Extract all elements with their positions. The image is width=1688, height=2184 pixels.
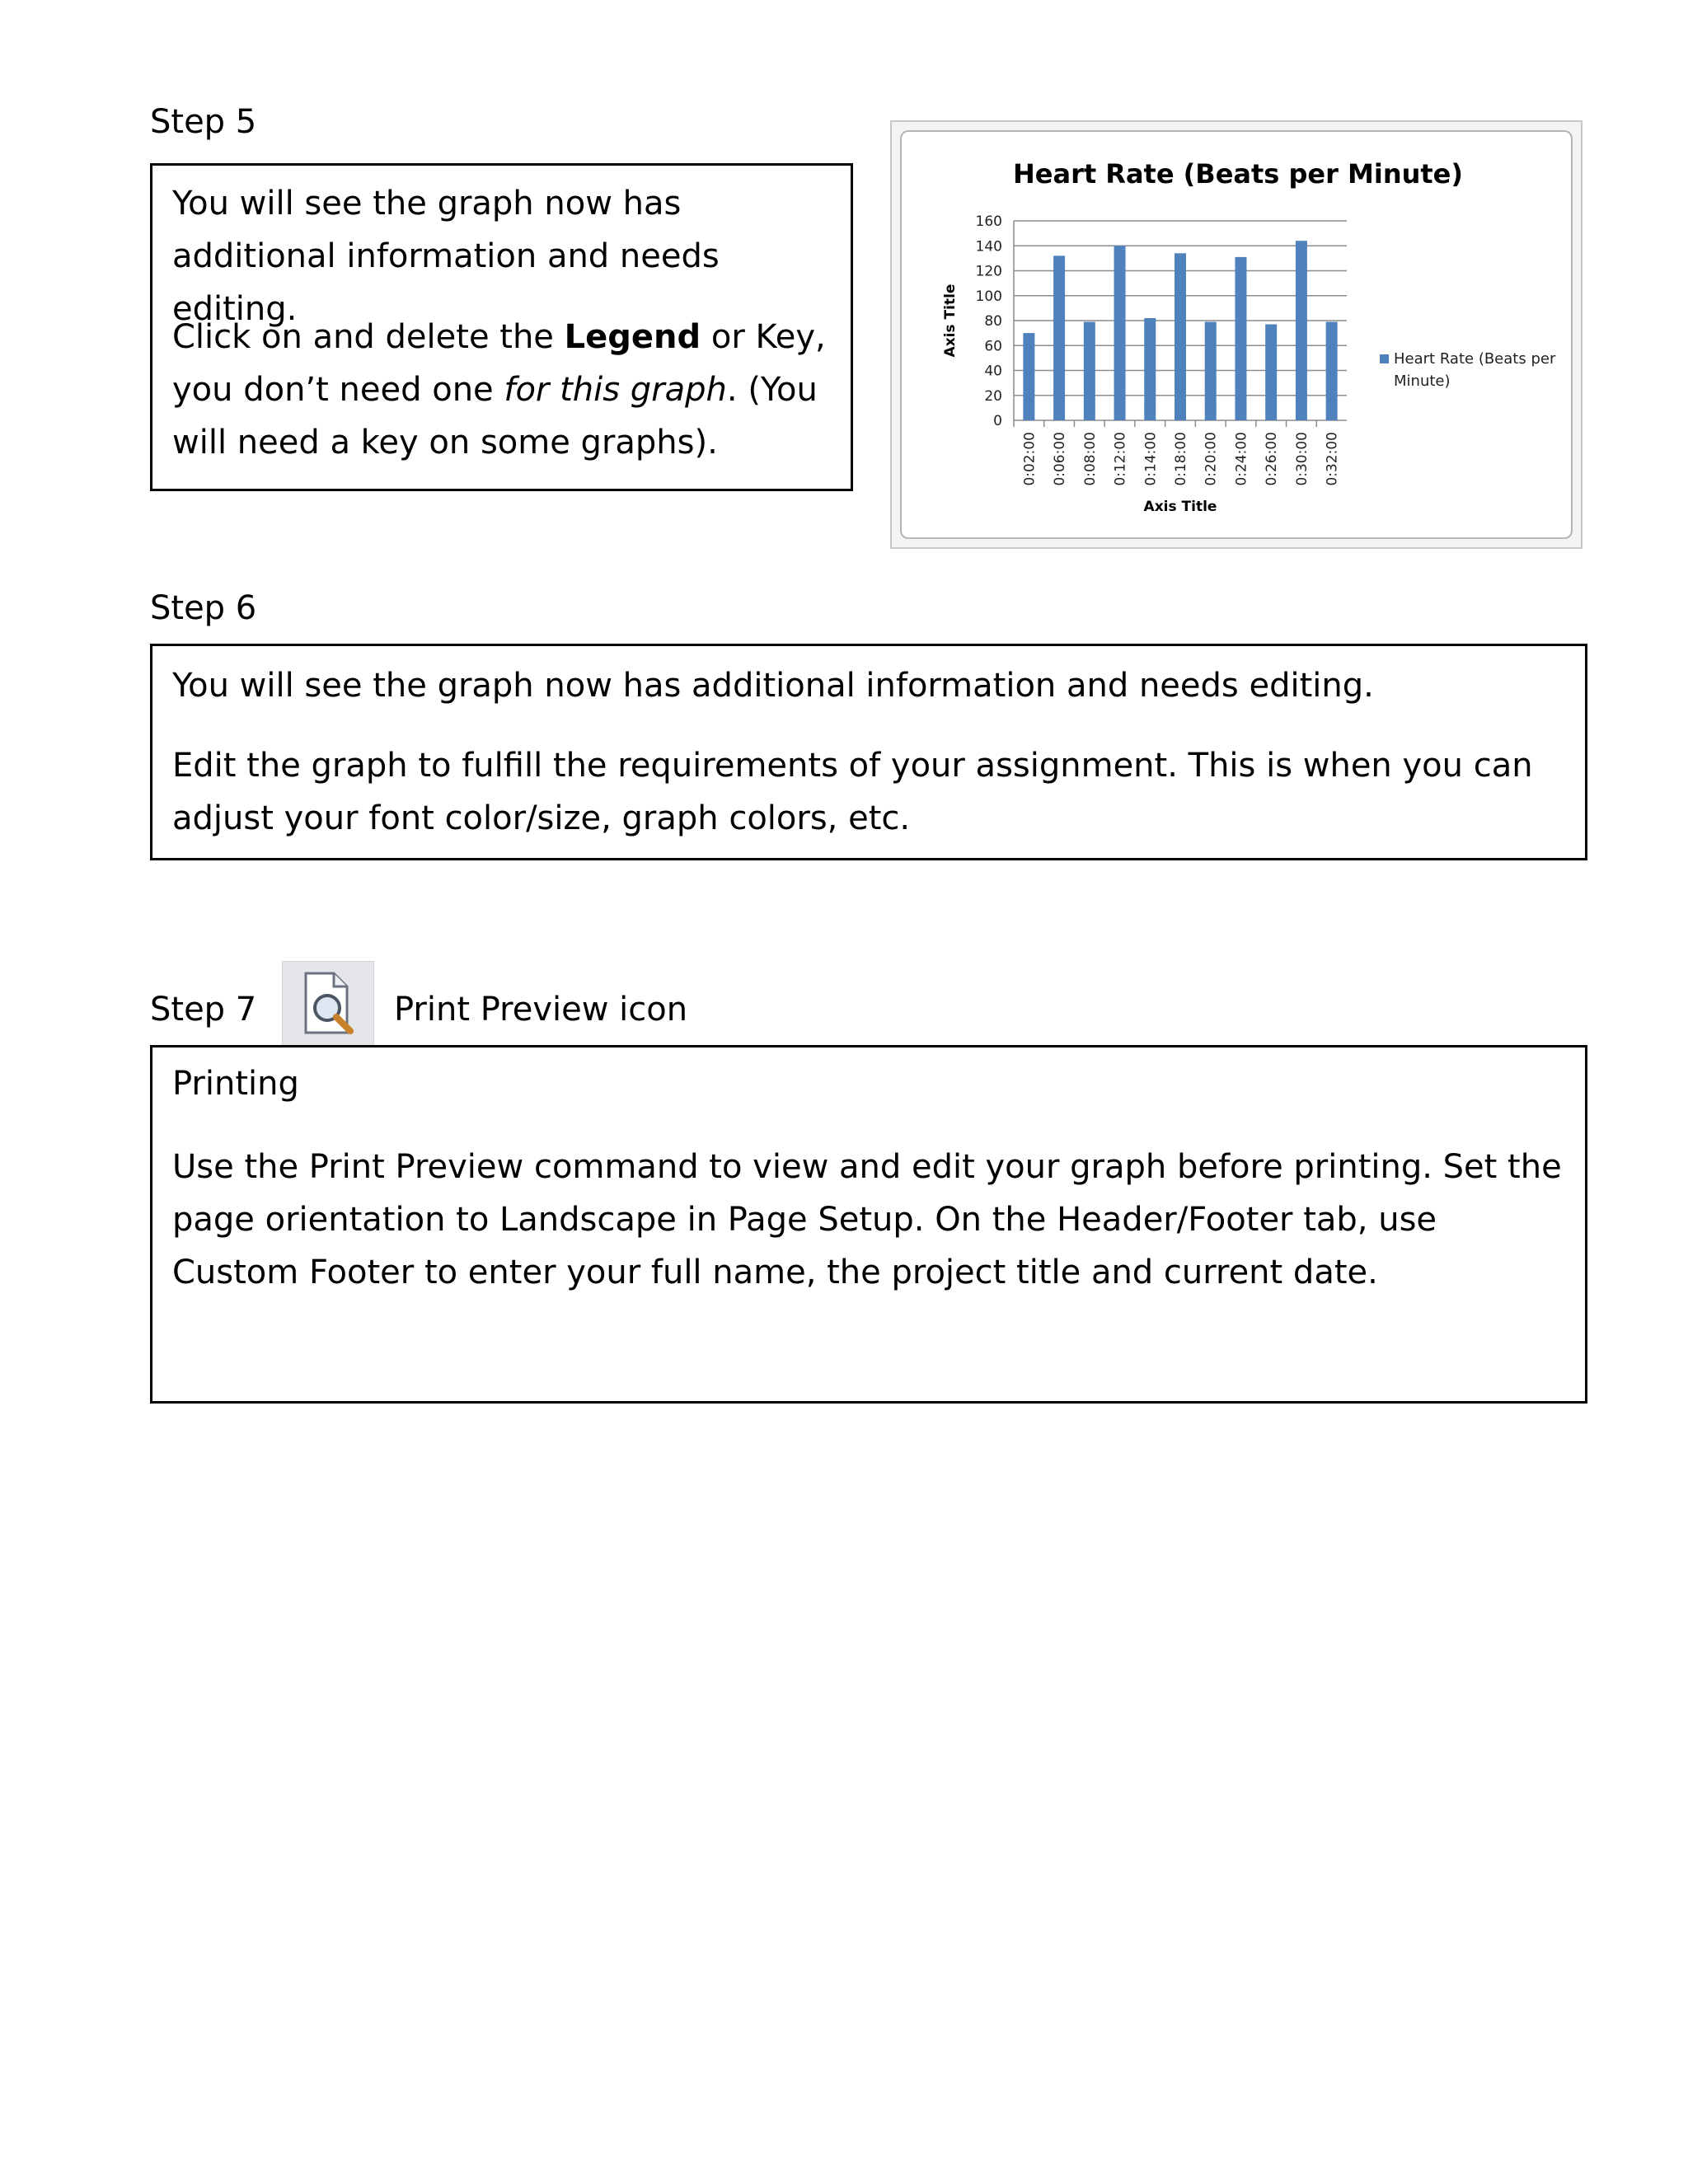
- step7-paragraph-2: Use the Print Preview command to view and edit your graph before printing. Set the page orientation to Landscape in Page Setup. On the Header/Footer tab, use Custom Footer to enter your full name, the project title and current date.: [172, 1148, 1562, 1291]
- print-preview-icon: [282, 961, 374, 1047]
- bar: [1023, 333, 1034, 420]
- print-preview-icon-label: Print Preview icon: [394, 991, 688, 1029]
- bar: [1235, 257, 1246, 420]
- x-tick-label: 0:08:00: [1081, 432, 1099, 486]
- y-tick-label: 0: [993, 413, 1002, 429]
- x-tick-label: 0:26:00: [1264, 432, 1281, 486]
- legend-term: Legend: [564, 318, 701, 356]
- x-axis-title: Axis Title: [1143, 499, 1217, 515]
- y-axis-title: Axis Title: [942, 284, 959, 358]
- x-tick-label: 0:32:00: [1324, 432, 1341, 486]
- step5-paragraph-2: [172, 311, 834, 469]
- heart-rate-chart: [902, 132, 1574, 541]
- bar: [1053, 255, 1065, 420]
- chart-frame: [890, 120, 1582, 549]
- legend-swatch: [1380, 354, 1389, 363]
- step6-heading: Step 6: [150, 589, 257, 627]
- x-tick-label: 0:18:00: [1173, 432, 1189, 486]
- bar: [1296, 241, 1307, 420]
- legend-label: Heart Rate (Beats per: [1394, 350, 1556, 368]
- x-tick-label: 0:02:00: [1021, 432, 1039, 486]
- step6-paragraph-1: You will see the graph now has additional information and needs editing.: [172, 667, 1374, 705]
- bar: [1326, 322, 1338, 420]
- step5-p2-text-2: or Key, you don’t need one: [172, 318, 826, 409]
- x-tick-label: 0:30:00: [1293, 432, 1311, 486]
- chart-title: Heart Rate (Beats per Minute): [1013, 158, 1463, 190]
- step5-paragraph-1: You will see the graph now has additional information and needs editing.: [172, 185, 720, 328]
- y-tick-label: 140: [975, 238, 1002, 255]
- x-tick-label: 0:24:00: [1233, 432, 1250, 486]
- step7-heading: Step 7: [150, 991, 257, 1029]
- step5-instruction-box: [150, 163, 853, 491]
- x-tick-label: 0:06:00: [1052, 432, 1069, 486]
- legend-label: Minute): [1394, 373, 1451, 390]
- x-tick-label: 0:20:00: [1203, 432, 1220, 486]
- step5-p2-text-1: Click on and delete the: [172, 318, 565, 356]
- step6-instruction-box: [150, 644, 1587, 860]
- bar: [1205, 322, 1217, 420]
- step7-instruction-box: [150, 1045, 1587, 1404]
- bar: [1175, 253, 1186, 420]
- bar: [1084, 322, 1095, 420]
- for-this-graph-phrase: for this graph: [504, 371, 727, 409]
- y-tick-label: 160: [975, 213, 1002, 230]
- y-tick-label: 120: [975, 263, 1002, 280]
- bar: [1114, 246, 1126, 420]
- chart-area[interactable]: [900, 130, 1573, 539]
- y-tick-label: 60: [984, 338, 1002, 355]
- y-tick-label: 20: [984, 387, 1002, 405]
- x-tick-label: 0:14:00: [1142, 432, 1160, 486]
- bar: [1265, 325, 1277, 420]
- y-tick-label: 100: [975, 288, 1002, 305]
- step5-p2-text-3: . (You will need a key on some graphs).: [172, 371, 818, 462]
- step5-heading: Step 5: [150, 103, 257, 141]
- y-tick-label: 80: [984, 313, 1002, 330]
- x-tick-label: 0:12:00: [1112, 432, 1129, 486]
- bar: [1144, 318, 1156, 420]
- step7-paragraph-1: Printing: [172, 1065, 299, 1103]
- y-tick-label: 40: [984, 363, 1002, 380]
- step6-paragraph-2: Edit the graph to fulfill the requirements of your assignment. This is when you can adjust your font color/size, graph colors, etc.: [172, 747, 1533, 837]
